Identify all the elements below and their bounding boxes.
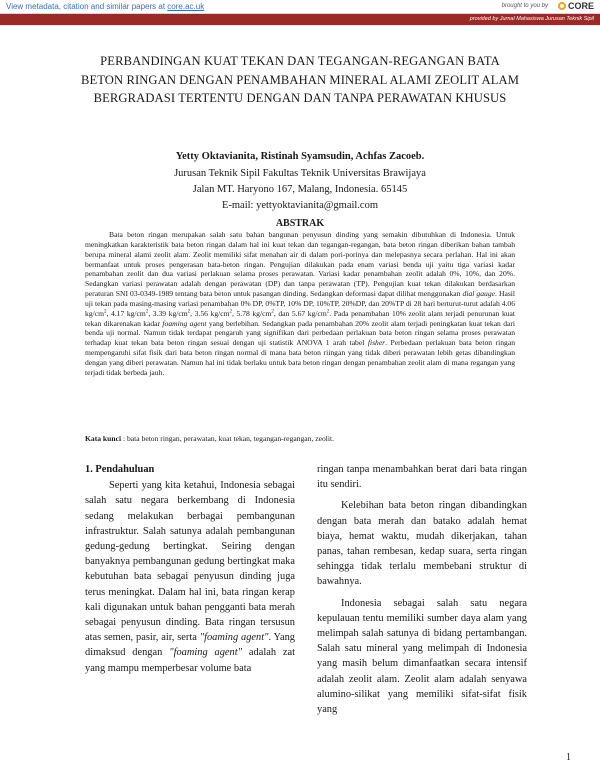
paper-authors: Yetty Oktavianita, Ristinah Syamsudin, Achfas Zacoeb. xyxy=(175,151,425,162)
body-paragraph: Seperti yang kita ketahui, Indonesia sebagai salah satu negara berkembang di Indonesia sedang melakukan berbagai pembangunan infrastruktur. Salah satunya adalah pembangunan gedung-gedung bertingkat. Seiring dengan banyaknya pembangunan gedung bertingkat maka kebutuhan bata sebagai penyusun dinding juga terus meningkat. Dalam hal ini, bata ringan kerap kali digunakan untuk bahan pengganti bata merah sebagai penyusun dinding. Bata ringan tersusun atas semen, pasir, air, serta "foaming agent". Yang dimaksud dengan "foaming agent" adalah zat yang mampu memperbesar volume bata xyxy=(85,480,296,674)
keywords xyxy=(85,434,515,443)
abstract-heading: ABSTRAK xyxy=(275,218,325,229)
paper-affiliation: Jurusan Teknik Sipil Fakultas Teknik Universitas Brawijaya xyxy=(174,168,426,179)
provided-by-bar xyxy=(0,14,600,25)
core-logo[interactable] xyxy=(558,1,594,11)
page-number: 1 xyxy=(566,752,571,763)
body-paragraph: Indonesia sebagai salah satu negara kepulauan tentu memiliki sumber daya alam yang melimpah salah satunya di bidang pertambangan. Salah satu mineral yang melimpah di Indonesia yang masih belum dimanfaatkan secara intensif adalah zeolit alam. Zeolit alam adalah senyawa alumino-silikat yang memiliki sifat-sifat fisik yang xyxy=(317,597,527,716)
core-logo-icon xyxy=(558,2,566,10)
core-metadata-link[interactable] xyxy=(6,2,204,11)
body-paragraph-continued: ringan tanpa menambahkan berat dari bata ringan itu sendiri. xyxy=(317,464,527,491)
core-logo-text: CORE xyxy=(567,1,594,11)
body-column-right xyxy=(317,462,527,717)
provided-by-text[interactable]: provided by Jurnal Mahasiswa Jurusan Teknik Sipil xyxy=(469,16,594,22)
core-link-prefix: View metadata, citation and similar papers at xyxy=(6,2,168,11)
body-column-left xyxy=(85,462,295,676)
paper-email: E-mail: yettyoktavianita@gmail.com xyxy=(221,200,379,211)
abstract-text: Bata beton ringan merupakan salah satu bahan bangunan penyusun dinding yang semakin dibutuhkan di Indonesia. Untuk meningkatkan karakteristik bata beton ringan dalam hal ini kuat tekan dan tegangan-regangan, bata beton ringan diberikan bahan tambah berupa mineral alami zeolit alam. Zeolit memiliki sifat menahan air di dalam pori-porinya dan melepasnya secara perlahan. Hal ini akan bermanfaat untuk proses pengerasan bata-beton ringan. Pengujian dilakukan pada enam variasi benda uji yaitu tiga variasi kadar penambahan zeolit dan dua variasi perlakuan selama proses perawatan. Variasi kadar penambahan zeolit adalah 0%, 10%, dan 20%. Sedangkan variasi perawatan adalah dengan perawatan (DP) dan tanpa perawatan (TP). Pengujian kuat tekan dilakukan berdasarkan peraturan SNI 03-0349-1989 tentang bata beton untuk pasangan dinding. Sedangkan deformasi dapat dilihat menggunakan dial gauge. Hasil uji tekan pada masing-masing variasi penambahan 0% DP, 0%TP, 10% DP, 10%TP, 20%DP, dan 20%TP di 28 hari berturut-turut adalah 4.06 $kg/cm^2$, 4.17 $kg/cm^2$, 3.39 $kg/cm^2$, 3.56 $kg/cm^2$, 5.78 $kg/cm^2$, dan 5.67 $kg/cm^2$. Pada penambahan 10% zeolit alam terjadi penurunan kuat tekan dikarenakan kadar foaming agent yang berlebihan. Sedangkan pada penambahan 20% zeolit alam terjadi peningkatan kuat tekan dari benda uji normal. Namun tidak terdapat pengaruh yang signifikan dari perbedaan perlakuan bata beton ringan selama proses perawatan terhadap kuat tekan bata beton ringan sesuai dengan uji statistik ANOVA 1 arah tabel fisher. Perbedaan perlakuan bata beton ringan mempengaruhi sifat fisik dari bata beton ringan normal di mana bata beton riingan yang tidak diberi perawatan lebih getas dibandingkan dengan yang diberi perawatan. Namun hal ini tidak berlaku untuk bata beton ringan dengan penambahan zeolit alam di mana regangan yang terjadi tidak berbeda jauh. xyxy=(85,230,516,377)
body-paragraph: Kelebihan bata beton ringan dibandingkan dengan bata merah dan batako adalah hemat biaya, hemat waktu, mudah dikerjakan, tahan panas, tahan rembesan, kedap suara, serta ringan sehingga tidak terlalu membebani struktur di bawahnya. xyxy=(317,500,527,588)
core-banner xyxy=(0,0,600,14)
paper-affiliation-block xyxy=(0,166,600,214)
keywords-text: : bata beton ringan, perawatan, kuat tekan, tegangan-regangan, zeolit. xyxy=(121,434,335,443)
core-brought-by: brought to you by xyxy=(501,3,548,9)
core-link-site[interactable]: core.ac.uk xyxy=(167,2,205,11)
paper-address: Jalan MT. Haryono 167, Malang, Indonesia. 65145 xyxy=(192,184,408,195)
paper-title: PERBANDINGAN KUAT TEKAN DAN TEGANGAN-REGANGAN BATA BETON RINGAN DENGAN PENAMBAHAN MINERAL ALAMI ZEOLIT ALAM BERGRADASI TERTENTU DENGAN DAN TANPA PERAWATAN KHUSUS xyxy=(80,54,520,105)
section-heading: 1. Pendahuluan xyxy=(85,464,155,475)
keywords-label: Kata kunci xyxy=(85,434,122,443)
